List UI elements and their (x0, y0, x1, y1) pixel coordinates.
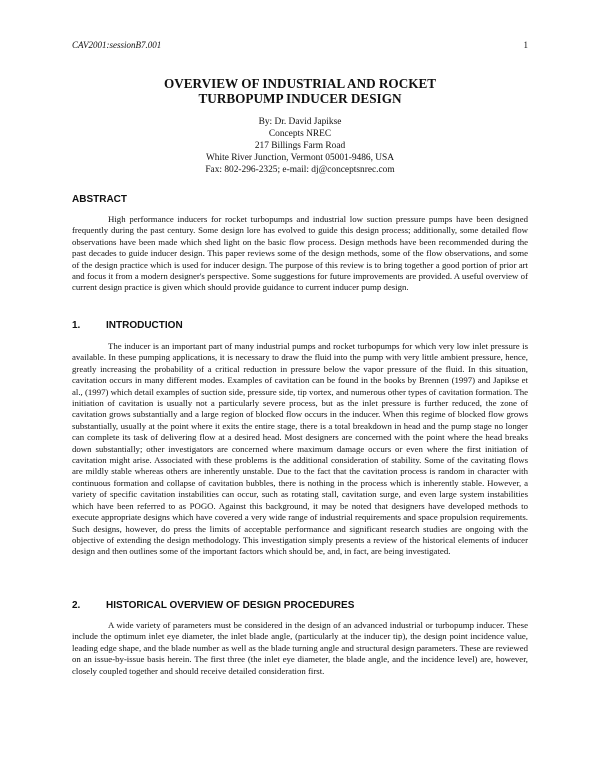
title-line-1: OVERVIEW OF INDUSTRIAL AND ROCKET (163, 76, 437, 91)
section-2-heading (72, 600, 354, 612)
author-street: 217 Billings Farm Road (254, 141, 346, 151)
author-organization: Concepts NREC (268, 129, 332, 139)
section-1-number: 1. (72, 320, 81, 331)
author-block (72, 116, 528, 176)
abstract-heading: ABSTRACT (72, 194, 127, 205)
section-1-text: The inducer is an important part of many industrial pumps and rocket turbopumps for which very low inlet pressure is available. In these pumping applications, it is necessary to draw the fluid into the pump with very little ambient pressure, hence, greatly increasing the probability of a critical reduction in pressure below the vapor pressure of the fluid. In this situation, cavitation occurs in many different modes. Examples of cavitation can be found in the books by Brennen (1997) and Japikse et al., (1997) which detail examples of suction side, pressure side, tip vortex, and numerous other types of cavitation formation. The initiation of cavitation is usually not a particularly severe process, but as the inlet pressure is further reduced, the zone of cavitation grows substantially and a large region of blocked flow occurs in the inducer. When this regime of blocked flow grows substantially, usually at the point where it exits the entire stage, there is a total breakdown in head and the pump stage no longer can complete its task of delivering flow at a desired head. Most designers are concerned with the point where the head breaks down substantially; other investigators are concerned where maximum damage occurs or even where the first initiation of cavitation might arise. Associated with these problems is the additional consideration of stability. Some of the cavitating flows are mildly stable whereas others are inherently unstable. Due to the fact that the cavitation process is random in character with continuous formation and collapse of cavitation bubbles, there is nothing in the process which is inherently stable. However, a variety of specific cavitation instabilities can occur, such as rotating stall, cavitation surge, and even large system instabilities which have been referred to as POGO. Against this background, it may be noted that designers have developed methods to execute appropriate designs which have covered a very wide range of industrial requirements and space propulsion requirements. Such designs, however, do press the limits of acceptable performance and significant research studies are ongoing with the objective of extending the design methodology. This investigation simply presents a review of the historical elements of inducer design and then outlines some of the important factors which should be, and, in fact, are being investigated. (72, 341, 528, 557)
page-number: 1 (523, 40, 528, 50)
running-head: CAV2001:sessionB7.001 (72, 40, 162, 50)
paper-title (72, 76, 528, 106)
section-1-title: INTRODUCTION (106, 320, 183, 331)
section-2-number: 2. (72, 600, 81, 611)
abstract-text: High performance inducers for rocket turbopumps and industrial low suction pressure pumps have been designed frequently during the past century. Some design lore has evolved to guide this design process; additionally, some detailed flow observations have been made which shed light on the basic flow process. Design methods have been recommended during the past decades to guide inducer design. This paper reviews some of the design methods, some of the flow observations, and some of the design practice which is used for inducer design. The purpose of this review is to bring together a good portion of prior art and focus it from a modern designer's perspective. Some suggestions for future improvements are provided. A useful overview of current design practice is given which should provide guidance to current inducer pump design. (72, 214, 528, 293)
section-1-heading (72, 320, 183, 332)
author-contact: Fax: 802-296-2325; e-mail: dj@conceptsnrec.com (205, 165, 395, 175)
section-2-text: A wide variety of parameters must be considered in the design of an advanced industrial or turbopump inducer. These include the optimum inlet eye diameter, the inlet blade angle, (particularly at the inducer tip), the design point incidence value, leading edge shape, and the blade number as well as the blade turning angle and structural design parameters. These are reviewed on an issue-by-issue basis herein. The first three (the inlet eye diameter, the blade angle, and the incidence level) are, however, closely coupled together and should receive detailed consideration first. (72, 620, 528, 676)
author-city: White River Junction, Vermont 05001-9486, USA (205, 153, 395, 163)
title-line-2: TURBOPUMP INDUCER DESIGN (198, 91, 402, 106)
author-name: By: Dr. David Japikse (258, 117, 342, 127)
section-2-title: HISTORICAL OVERVIEW OF DESIGN PROCEDURES (106, 600, 355, 611)
